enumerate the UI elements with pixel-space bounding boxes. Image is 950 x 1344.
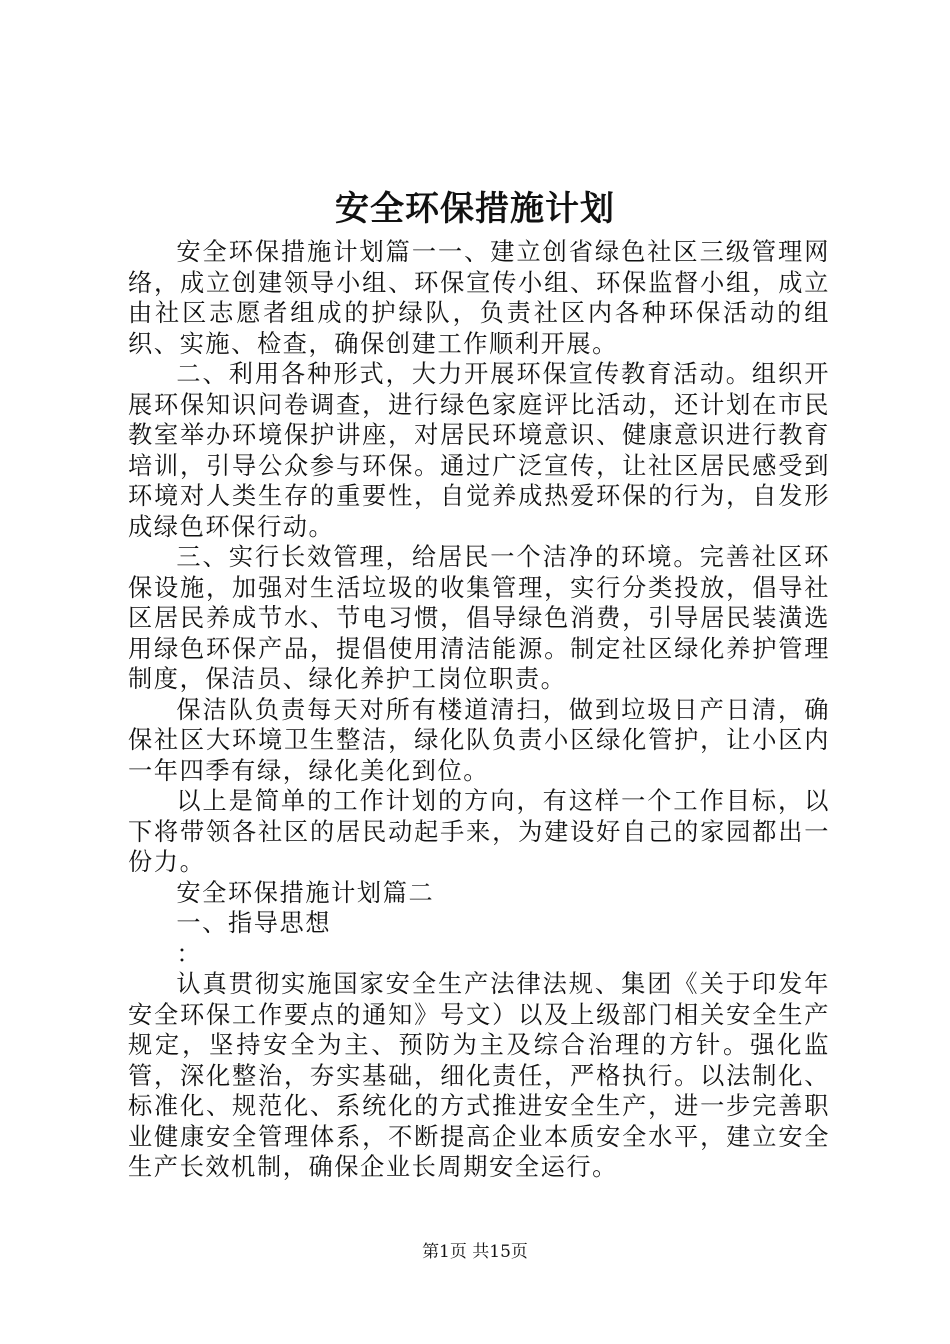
paragraph-3: 三、实行长效管理，给居民一个洁净的环境。完善社区环保设施，加强对生活垃圾的收集管理，实行分类投放，倡导社区居民养成节水、节电习惯，倡导绿色消费，引导居民装潢选用绿色环保产品，提倡使用清洁能源。制定社区绿化养护管理制度，保洁员、绿化养护工岗位职责。 [128, 543, 830, 693]
document-title: 安全环保措施计划 [335, 189, 615, 229]
paragraph-1: 安全环保措施计划篇一一、建立创省绿色社区三级管理网络，成立创建领导小组、环保宣传小组、环保监督小组，成立由社区志愿者组成的护绿队，负责社区内各种环保活动的组织、实施、检查，确保创建工作顺利开展。 [128, 238, 830, 358]
document-body [128, 237, 830, 1183]
subheading-guiding-ideology: 一、指导思想 [176, 909, 332, 937]
paragraph-5: 以上是简单的工作计划的方向，有这样一个工作目标，以下将带领各社区的居民动起手来，为建设好自己的家园都出一份力。 [128, 787, 830, 876]
colon-line: ： [176, 939, 203, 968]
section-heading-2: 安全环保措施计划篇二 [176, 878, 435, 907]
paragraph-4: 保洁队负责每天对所有楼道清扫，做到垃圾日产日清，确保社区大环境卫生整洁，绿化队负责小区绿化管护，让小区内一年四季有绿，绿化美化到位。 [128, 695, 830, 785]
paragraph-2: 二、利用各种形式，大力开展环保宣传教育活动。组织开展环保知识问卷调查，进行绿色家庭评比活动，还计划在市民教室举办环境保护讲座，对居民环境意识、健康意识进行教育培训，引导公众参与环保。通过广泛宣传，让社区居民感受到环境对人类生存的重要性，自觉养成热爱环保的行为，自发形成绿色环保行动。 [128, 360, 830, 541]
page-footer: 第1页 共15页 [422, 1242, 528, 1262]
paragraph-6: 认真贯彻实施国家安全生产法律法规、集团《关于印发年安全环保工作要点的通知》号文）以及上级部门相关安全生产规定，坚持安全为主、预防为主及综合治理的方针。强化监管，深化整治，夯实基础，细化责任，严格执行。以法制化、标准化、规范化、系统化的方式推进安全生产，进一步完善职业健康安全管理体系，不断提高企业本质安全水平，建立安全生产长效机制，确保企业长周期安全运行。 [128, 970, 830, 1181]
